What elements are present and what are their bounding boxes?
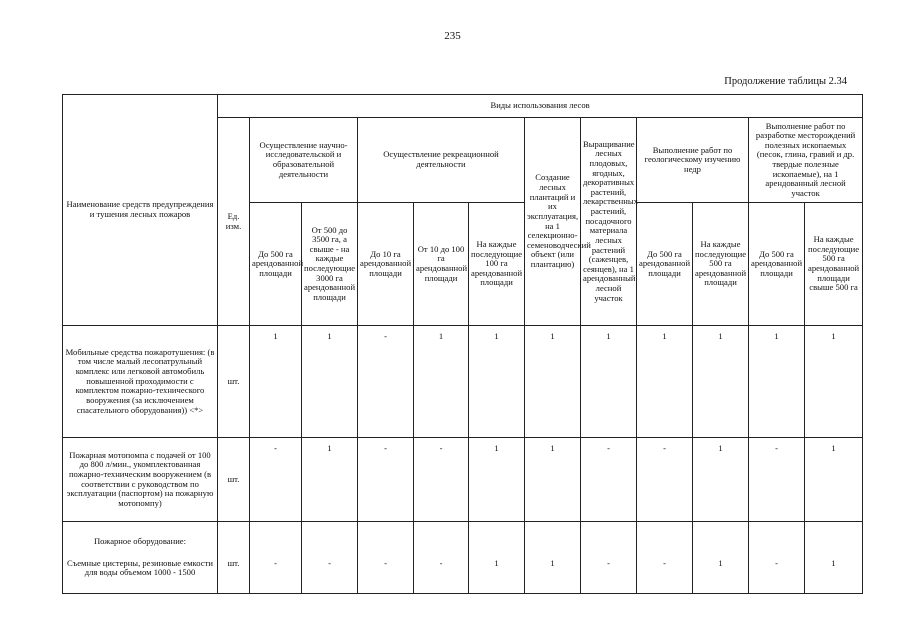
row-name [63, 522, 218, 594]
subgroup-header-plantations: Создание лесных плантаций и их эксплуатация, на 1 селекционно-семеноводческий объект (или плантацию) [525, 118, 581, 326]
cell-value: 1 [581, 326, 637, 438]
table-continuation-caption: Продолжение таблицы 2.34 [724, 76, 847, 87]
row-unit: шт. [218, 522, 250, 594]
cell-value: 1 [302, 438, 358, 522]
cell-value: - [250, 522, 302, 594]
leaf-header-recreation-a: До 10 га арендованной площади [358, 203, 414, 326]
row-unit: шт. [218, 438, 250, 522]
cell-value: 1 [469, 326, 525, 438]
row-name: Пожарная мотопомпа с подачей от 100 до 800 л/мин., укомплектованная пожарно-техническим вооружением (в соответствии с руководством по эксплуатации (паспортом) на пожарную мотопомпу) [63, 438, 218, 522]
cell-value: - [637, 522, 693, 594]
cell-value: 1 [693, 522, 749, 594]
forest-fire-equipment-table [62, 94, 863, 594]
cell-value: 1 [525, 438, 581, 522]
cell-value: 1 [749, 326, 805, 438]
cell-value: 1 [693, 438, 749, 522]
column-header-unit: Ед. изм. [218, 118, 250, 326]
cell-value: 1 [637, 326, 693, 438]
subgroup-header-minerals: Выполнение работ по разработке месторождений полезных ископаемых (песок, глина, гравий и др. твердые полезные ископаемые), на 1 арендованный лесной участок [749, 118, 863, 203]
cell-value: - [414, 522, 469, 594]
cell-value: 1 [805, 326, 863, 438]
cell-value: - [250, 438, 302, 522]
leaf-header-recreation-c: На каждые последующие 100 га арендованной площади [469, 203, 525, 326]
group-header-forest-use: Виды использования лесов [218, 95, 863, 118]
cell-value: - [581, 438, 637, 522]
cell-value: - [581, 522, 637, 594]
subgroup-header-recreation: Осуществление рекреационной деятельности [358, 118, 525, 203]
cell-value: - [302, 522, 358, 594]
leaf-header-recreation-b: От 10 до 100 га арендованной площади [414, 203, 469, 326]
table-row [63, 438, 863, 522]
page-number: 235 [444, 30, 461, 42]
cell-value: 1 [525, 326, 581, 438]
cell-value: 1 [805, 438, 863, 522]
cell-value: - [358, 522, 414, 594]
cell-value: - [358, 326, 414, 438]
cell-value: 1 [693, 326, 749, 438]
row-name-text: Съемные цистерны, резиновые емкости для воды объемом 1000 - 1500 [67, 557, 213, 578]
cell-value: 1 [805, 522, 863, 594]
subgroup-header-growing: Выращивание лесных плодовых, ягодных, декоративных растений, лекарственных растений, посадочного материала лесных растений (саженцев, сеянцев), на 1 арендованный лесной участок [581, 118, 637, 326]
cell-value: - [358, 438, 414, 522]
table-row [63, 326, 863, 438]
cell-value: 1 [302, 326, 358, 438]
leaf-header-minerals-b: На каждые последующие 500 га арендованной площади свыше 500 га [805, 203, 863, 326]
row-unit: шт. [218, 326, 250, 438]
column-header-name: Наименование средств предупреждения и тушения лесных пожаров [63, 95, 218, 326]
subgroup-header-science: Осуществление научно-исследовательской и образовательной деятельности [250, 118, 358, 203]
leaf-header-geology-b: На каждые последующие 500 га арендованной площади [693, 203, 749, 326]
cell-value: 1 [250, 326, 302, 438]
cell-value: 1 [469, 522, 525, 594]
cell-value: - [637, 438, 693, 522]
leaf-header-science-a: До 500 га арендованной площади [250, 203, 302, 326]
leaf-header-geology-a: До 500 га арендованной площади [637, 203, 693, 326]
row-name: Мобильные средства пожаротушения: (в том числе малый лесопатрульный комплекс или легковой автомобиль повышенной проходимости с комплектом пожарно-технического вооружения (за исключением спасательного оборудования)) <*> [63, 326, 218, 438]
cell-value: - [414, 438, 469, 522]
cell-value: 1 [414, 326, 469, 438]
cell-value: - [749, 522, 805, 594]
leaf-header-science-b: От 500 до 3500 га, а свыше - на каждые последующие 3000 га арендованной площади [302, 203, 358, 326]
cell-value: 1 [525, 522, 581, 594]
leaf-header-minerals-a: До 500 га арендованной площади [749, 203, 805, 326]
cell-value: 1 [469, 438, 525, 522]
cell-value: - [749, 438, 805, 522]
table-row [63, 522, 863, 594]
subgroup-header-geology: Выполнение работ по геологическому изучению недр [637, 118, 749, 203]
row-section-title: Пожарное оборудование: [93, 536, 187, 547]
